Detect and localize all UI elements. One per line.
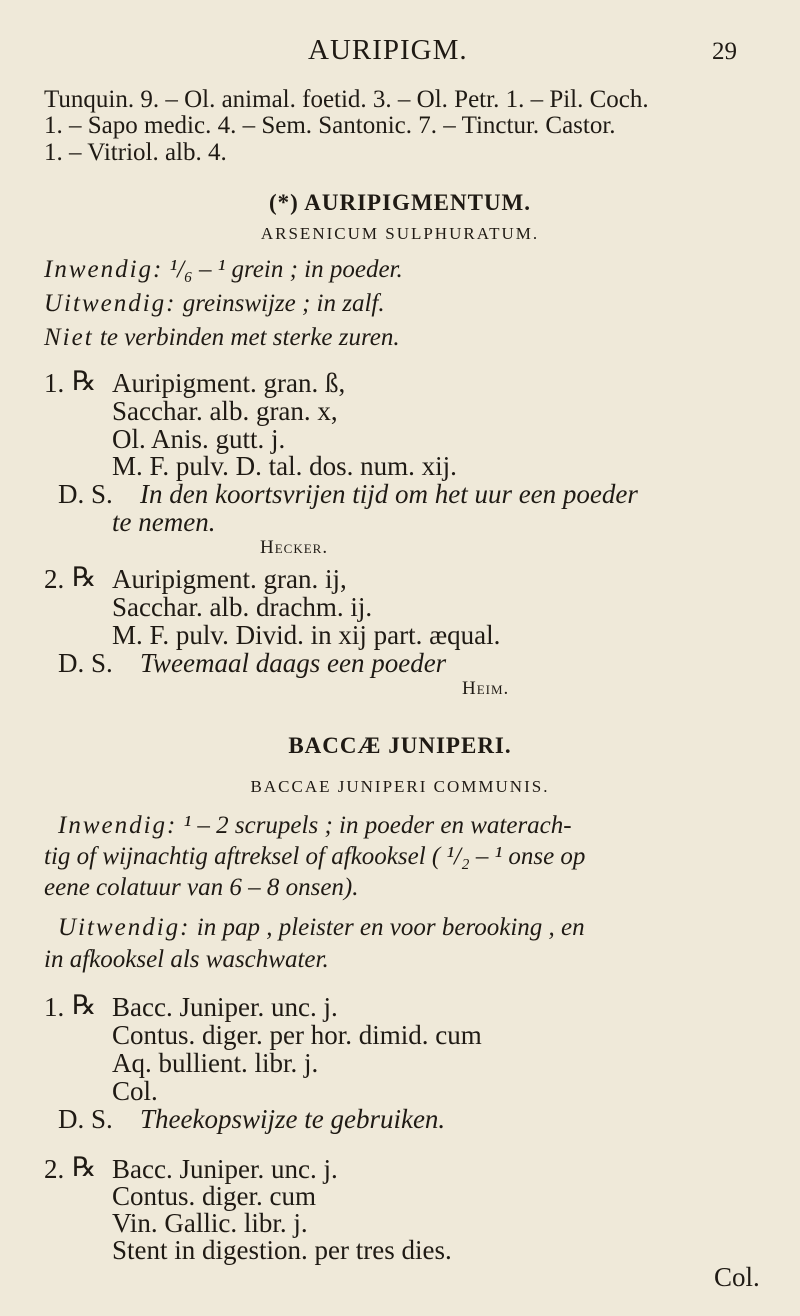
warning-text: te verbinden met sterke zuren.	[93, 324, 400, 351]
dosage-text: ¹ – 2 scrupels ; in poeder en waterach-	[177, 812, 572, 839]
rx-symbol: ℞	[72, 1152, 97, 1182]
recipe-number: 1.	[44, 992, 65, 1022]
recipe-line: Vin. Gallic. libr. j.	[112, 1208, 308, 1238]
section-heading: (*) AURIPIGMENTUM.	[268, 190, 532, 215]
recipe-line: M. F. pulv. D. tal. dos. num. xij.	[112, 451, 457, 481]
recipe-line: Sacchar. alb. drachm. ij.	[112, 592, 373, 622]
recipe-line: Col.	[112, 1076, 158, 1106]
dosage-label: Uitwendig:	[58, 914, 191, 941]
recipe-line: Auripigment. gran. ij,	[112, 564, 347, 594]
recipe-author: Heim.	[462, 678, 510, 699]
dosage-internal	[58, 812, 572, 840]
recipe-line: M. F. pulv. Divid. in xij part. æqual.	[112, 620, 501, 650]
warning-line	[44, 324, 400, 352]
recipe-number: 1.	[44, 368, 65, 398]
recipe-line: Contus. diger. per hor. dimid. cum	[112, 1020, 482, 1050]
catchword: Col.	[714, 1262, 760, 1292]
recipe-line: Stent in digestion. per tres dies.	[112, 1235, 452, 1265]
dosage-text-line: eene colatuur van 6 – 8 onsen).	[44, 874, 359, 901]
recipe-number: 2.	[44, 1154, 65, 1184]
dosage-internal	[44, 256, 403, 284]
rx-symbol: ℞	[72, 562, 97, 592]
signa-text: Theekopswijze te gebruiken.	[140, 1104, 446, 1134]
recipe-line: Auripigment. gran. ß,	[112, 368, 346, 398]
recipe-number: 2.	[44, 564, 65, 594]
signa-label: D. S.	[58, 479, 113, 509]
dosage-external	[58, 914, 585, 942]
rx-symbol: ℞	[72, 990, 97, 1020]
recipe-line: Sacchar. alb. gran. x,	[112, 396, 338, 426]
signa-label: D. S.	[58, 648, 113, 678]
section-subheading: ARSENICUM SULPHURATUM.	[260, 224, 540, 243]
signa-text: Tweemaal daags een poeder	[140, 648, 447, 678]
text-line: 1. – Sapo medic. 4. – Sem. Santonic. 7. – Tinctur. Castor.	[44, 112, 616, 139]
text-line: 1. – Vitriol. alb. 4.	[44, 139, 227, 166]
dosage-text-line: in afkooksel als waschwater.	[44, 946, 329, 973]
recipe-line: Aq. bullient. libr. j.	[112, 1048, 319, 1078]
dosage-label: Inwendig:	[58, 812, 178, 839]
dosage-label: Uitwendig:	[44, 290, 177, 317]
dosage-label: Inwendig:	[44, 256, 164, 283]
signa-text: te nemen.	[112, 507, 216, 537]
rx-symbol: ℞	[72, 366, 97, 396]
dosage-text: greinswijze ; in zalf.	[176, 290, 385, 317]
section-heading: BACCÆ JUNIPERI.	[288, 733, 512, 758]
warning-label: Niet	[44, 324, 94, 351]
recipe-line: Bacc. Juniper. unc. j.	[112, 992, 338, 1022]
recipe-author: Hecker.	[260, 537, 329, 558]
page-number: 29	[712, 38, 737, 65]
running-header: AURIPIGM.	[308, 34, 468, 66]
dosage-text: ¹/₆ – ¹ grein ; in poeder.	[163, 256, 403, 283]
recipe-line: Ol. Anis. gutt. j.	[112, 424, 286, 454]
section-subheading: BACCAE JUNIPERI COMMUNIS.	[250, 777, 550, 796]
dosage-text-line: tig of wijnachtig aftreksel of afkooksel ( ¹/₂ – ¹ onse op	[44, 843, 586, 870]
signa-label: D. S.	[58, 1104, 113, 1134]
dosage-external	[44, 290, 385, 318]
recipe-line: Bacc. Juniper. unc. j.	[112, 1154, 338, 1184]
dosage-text: in pap , pleister en voor berooking , en	[190, 914, 585, 941]
text-line: Tunquin. 9. – Ol. animal. foetid. 3. – Ol. Petr. 1. – Pil. Coch.	[44, 86, 649, 113]
signa-text: In den koortsvrijen tijd om het uur een poeder	[140, 479, 638, 509]
recipe-line: Contus. diger. cum	[112, 1181, 316, 1211]
